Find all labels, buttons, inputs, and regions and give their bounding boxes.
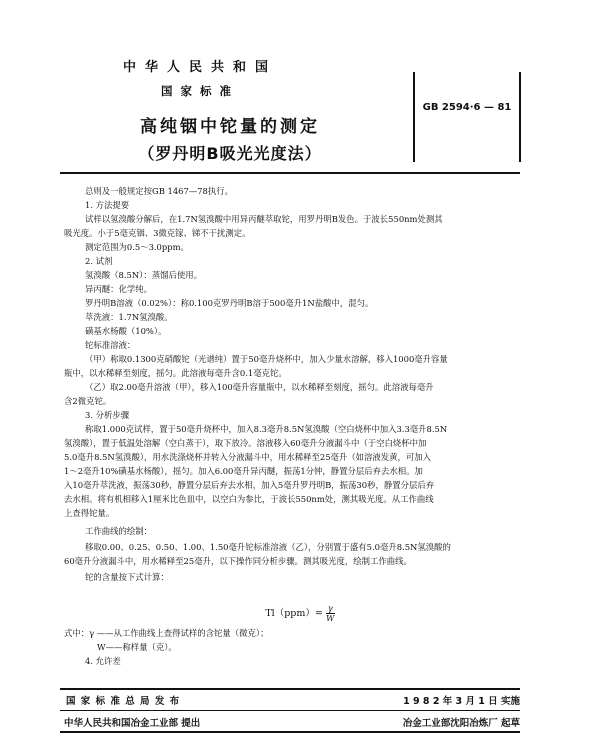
gb-code: GB 2594·6 — 81 bbox=[422, 102, 512, 113]
body-line: （甲）称取0.1300克硝酸铊（光谱纯）置于50毫升烧杯中，加入少量水溶解，移入1000毫升容量 bbox=[85, 354, 448, 364]
body-line: 入10毫升萃洗液，振荡30秒，静置分层后弃去水相，加入5毫升罗丹明B，振荡30秒，静置分层后弃 bbox=[64, 480, 435, 490]
footer-divider-bottom bbox=[60, 731, 520, 733]
title-divider bbox=[60, 172, 520, 174]
body-line: 萃洗液：1.7N氢溴酸。 bbox=[85, 312, 173, 322]
body-line: （乙）取2.00毫升溶液（甲），移入100毫升容量瓶中，以水稀释至刻度，摇匀。此溶液每毫升 bbox=[85, 382, 434, 392]
formula-legend: 式中：γ ——从工作曲线上查得试样的含铊量（微克）； bbox=[64, 628, 269, 638]
section-heading: 1. 方法提要 bbox=[85, 200, 130, 210]
header-standard-type: 国家标准 bbox=[161, 84, 239, 98]
body-line: 1～2毫升10%磺基水杨酸），摇匀。加入6.00毫升异丙醚，振荡1分钟，静置分层后弃去水相。加 bbox=[64, 466, 423, 476]
body-line: 磺基水杨酸（10%）。 bbox=[85, 326, 167, 336]
body-line: 去水相。将有机相移入1厘米比色皿中，以空白为参比，于波长550nm处，测其吸光度。从工作曲线 bbox=[64, 494, 434, 504]
section-heading: 4. 允许差 bbox=[85, 656, 121, 666]
formula-legend: W——称样量（克）。 bbox=[97, 642, 177, 652]
body-line: 5.0毫升8.5N氢溴酸），用水洗涤烧杯并转入分液漏斗中，用水稀释至25毫升（如溶液发黄，可加入 bbox=[64, 452, 432, 462]
formula-denominator: W bbox=[326, 614, 335, 623]
header-country: 中华人民共和国 bbox=[122, 60, 277, 75]
body-line: 上查得铊量。 bbox=[64, 508, 115, 518]
document-subtitle: （罗丹明B吸光光度法） bbox=[138, 144, 322, 163]
body-line: 罗丹明B溶液（0.02%）：称0.100克罗丹明B溶于500毫升1N盐酸中，混匀。 bbox=[85, 298, 374, 308]
section-heading: 3. 分析步骤 bbox=[85, 410, 130, 420]
body-line: 瓶中，以水稀释至刻度，摇匀。此溶液每毫升含0.1毫克铊。 bbox=[64, 368, 287, 378]
section-heading: 2. 试剂 bbox=[85, 256, 113, 266]
formula-lhs: Tl（ppm）= bbox=[265, 608, 323, 619]
formula-numerator: γ bbox=[327, 604, 333, 613]
body-line: 称取1.000克试样，置于50毫升烧杯中，加入8.3毫升8.5N氢溴酸（空白烧杯中加入3.3毫升8.5N bbox=[85, 424, 448, 434]
footer-divider-middle bbox=[60, 710, 520, 711]
body-line: 铊标准溶液： bbox=[85, 340, 136, 350]
footer-drafter: 冶金工业部沈阳冶炼厂 起草 bbox=[402, 718, 520, 729]
formula-fraction bbox=[326, 604, 335, 623]
body-line: 吸光度。小于5毫克铟、3微克镓、锑不干扰测定。 bbox=[64, 228, 251, 238]
body-line: 氢溴酸（8.5N）：蒸馏后使用。 bbox=[85, 270, 202, 280]
footer-proposer: 中华人民共和国冶金工业部 提出 bbox=[64, 718, 201, 729]
thallium-formula bbox=[0, 604, 600, 623]
body-line: 工作曲线的绘制： bbox=[85, 526, 152, 536]
footer-issuer: 国 家 标 准 总 局 发 布 bbox=[66, 696, 181, 707]
body-line: 异丙醚：化学纯。 bbox=[85, 284, 152, 294]
body-line: 铊的含量按下式计算： bbox=[85, 572, 169, 582]
body-line: 60毫升分液漏斗中，用水稀释至25毫升，以下操作同分析步骤。测其吸光度，绘制工作曲线。 bbox=[64, 556, 412, 566]
body-line: 含2微克铊。 bbox=[64, 396, 112, 406]
footer-issue-date: 1 9 8 2 年 3 月 1 日 实施 bbox=[403, 696, 520, 707]
body-line: 总则及一般规定按GB 1467—78执行。 bbox=[85, 186, 233, 196]
body-line: 移取0.00、0.25、0.50、1.00、1.50毫升铊标准溶液（乙），分别置于盛有5.0毫升8.5N氢溴酸的 bbox=[85, 542, 451, 552]
body-line: 氢溴酸），置于低温处溶解（空白蒸干），取下放冷。溶液移入60毫升分液漏斗中（于空白烧杯中加 bbox=[64, 438, 427, 448]
body-line: 试样以氢溴酸分解后，在1.7N氢溴酸中用异丙醚萃取铊，用罗丹明B发色。于波长550nm处测其 bbox=[85, 214, 443, 224]
body-line: 测定范围为0.5～3.0ppm。 bbox=[85, 242, 189, 252]
footer-divider-top bbox=[60, 688, 520, 690]
document-title: 高纯铟中铊量的测定 bbox=[140, 117, 320, 137]
